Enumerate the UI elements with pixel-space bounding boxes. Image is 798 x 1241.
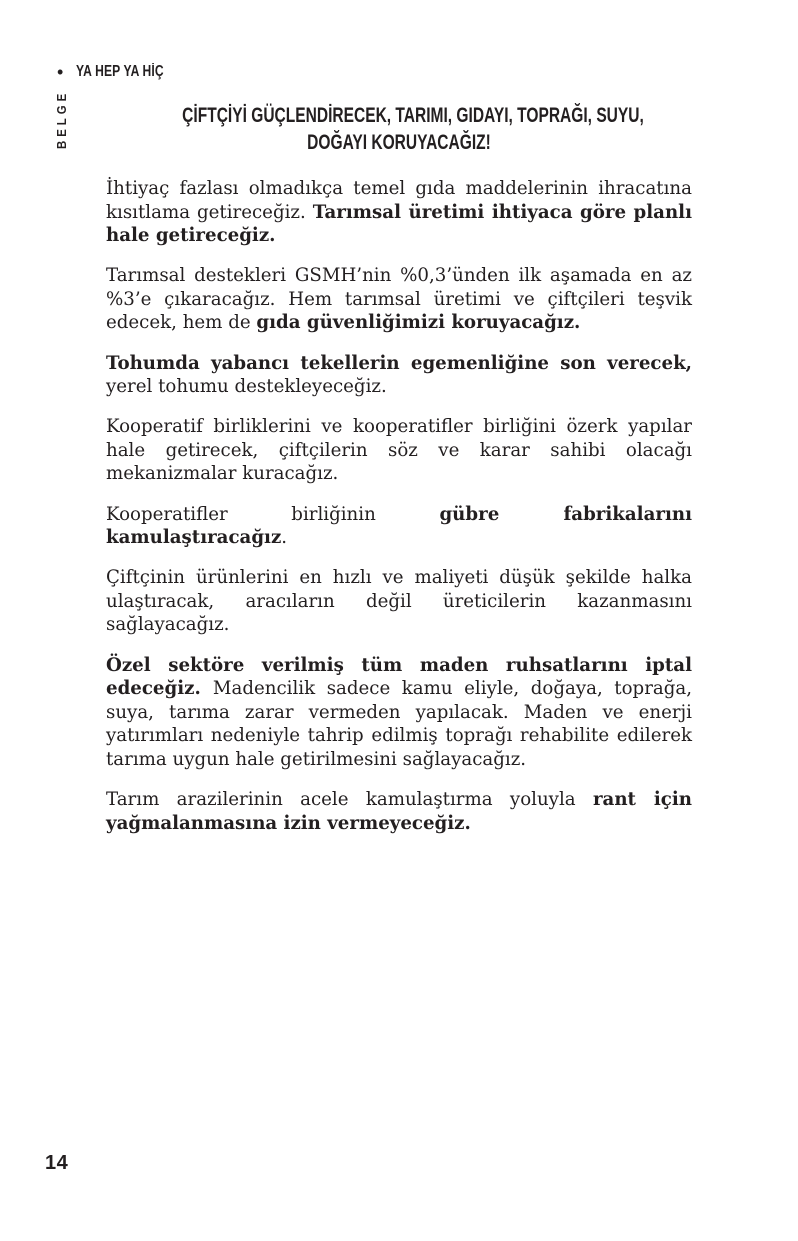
body-paragraphs — [106, 177, 692, 835]
section-title — [106, 103, 692, 156]
paragraph — [106, 566, 692, 637]
bold-text-run: rant için yağmalanmasına izin vermeyeceğiz. — [106, 788, 692, 834]
bold-text-run: gıda güvenliğimizi koruyacağız. — [256, 312, 581, 334]
bullet-icon: • — [57, 62, 64, 82]
bold-text-run: Tohumda yabancı tekellerin egemenliğine son verecek, — [106, 352, 692, 374]
paragraph — [106, 264, 692, 335]
text-run: yerel tohumu destekleyeceğiz. — [106, 376, 387, 398]
text-run: Tarım arazilerinin acele kamulaştırma yoluyla — [106, 788, 593, 810]
paragraph — [106, 415, 692, 486]
text-run: Madencilik sadece kamu eliyle, doğaya, toprağa, suya, tarıma zarar vermeden yapılacak. Maden ve enerji yatırımları nedeniyle tahrip edilmiş toprağı rehabilite edilerek tarıma uygun hale getirilmesini sağlayacağız. — [106, 678, 692, 770]
page-header — [57, 63, 189, 81]
paragraph — [106, 503, 692, 550]
paragraph — [106, 352, 692, 399]
paragraph — [106, 788, 692, 835]
text-run: . — [281, 527, 288, 549]
section-title-line-2: DOĞAYI KORUYACAĞIZ! — [307, 130, 491, 154]
content-column — [106, 103, 692, 852]
text-run: İhtiyaç fazlası olmadıkça temel gıda maddelerinin ihracatına kısıtlama getireceğiz. — [106, 178, 692, 223]
side-label-belge: BELGE — [54, 89, 69, 149]
text-run: Tarımsal destekleri GSMH’nin %0,3’ünden ilk aşamada en az %3’e çıkaracağız. Hem tarımsal üretimi ve çiftçileri teşvik edecek, hem de — [106, 265, 692, 334]
bold-text-run: Tarımsal üretimi ihtiyaca göre planlı hale getireceğiz. — [106, 201, 692, 247]
text-run: Çiftçinin ürünlerini en hızlı ve maliyeti düşük şekilde halka ulaştıracak, aracıların değil üreticilerin kazanmasını sağlayacağız. — [106, 567, 692, 636]
text-run: Kooperatifler birliğinin — [106, 503, 440, 525]
text-run: Kooperatif birliklerini ve kooperatifler birliğini özerk yapılar hale getirecek, çiftçilerin söz ve karar sahibi olacağı mekanizmalar kuracağız. — [106, 416, 692, 485]
bold-text-run: gübre fabrikalarını kamulaştıracağız — [106, 503, 692, 549]
bold-text-run: Özel sektöre verilmiş tüm maden ruhsatlarını iptal edeceğiz. — [106, 654, 692, 700]
page-number: 14 — [45, 1152, 69, 1174]
section-title-line-1: ÇİFTÇİYİ GÜÇLENDİRECEK, TARIMI, GIDAYI, TOPRAĞI, SUYU, — [182, 104, 644, 127]
paragraph — [106, 654, 692, 772]
paragraph — [106, 177, 692, 248]
header-label: YA HEP YA HİÇ — [76, 63, 165, 80]
